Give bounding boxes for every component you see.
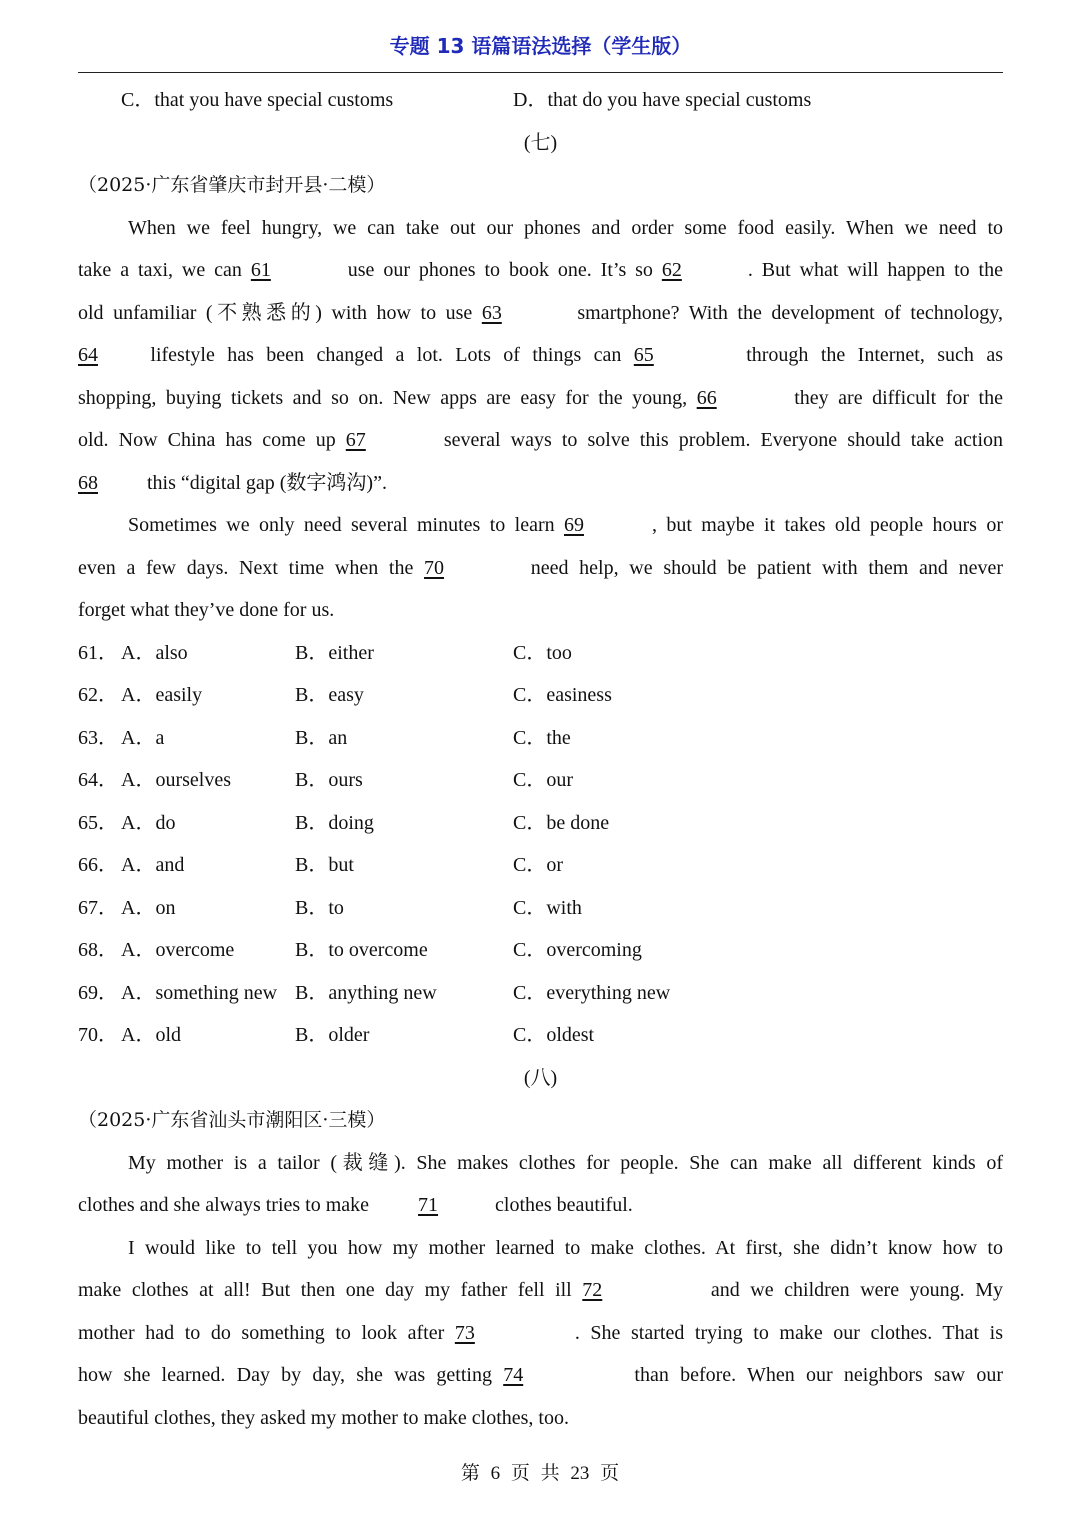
page-content bbox=[78, 79, 1003, 1439]
passage-line: 68 this “digital gap (数字鸿沟)”. bbox=[78, 462, 1003, 505]
question-row bbox=[78, 887, 1003, 930]
passage-line: old. Now China has come up 67 several ways to solve this problem. Everyone should take action bbox=[78, 419, 1003, 462]
question-number: 64． bbox=[78, 769, 118, 791]
blank-68: 68 bbox=[78, 471, 98, 494]
blank-61: 61 bbox=[250, 259, 271, 281]
option-c: C．oldest bbox=[513, 1024, 595, 1046]
header-divider bbox=[78, 72, 1003, 73]
question-number: 65． bbox=[78, 811, 118, 834]
blank-73: 73 bbox=[454, 1321, 475, 1344]
option-a: A．on bbox=[121, 896, 176, 919]
question-row bbox=[78, 759, 1003, 802]
option-a: A．old bbox=[121, 1024, 181, 1046]
question-number: 68． bbox=[78, 939, 118, 961]
option-b: B．ours bbox=[295, 769, 363, 791]
question-number: 63． bbox=[78, 726, 118, 749]
blank-63: 63 bbox=[481, 301, 502, 324]
question-number: 66． bbox=[78, 854, 118, 876]
blank-66: 66 bbox=[696, 386, 717, 409]
option-c: C．with bbox=[513, 896, 582, 919]
option-a: A．do bbox=[121, 811, 176, 834]
option-c: C．everything new bbox=[513, 981, 671, 1004]
passage-line: take a taxi, we can 61 use our phones to book one. It’s so 62 . But what will happen to the bbox=[78, 249, 1003, 292]
blank-65: 65 bbox=[633, 344, 654, 366]
option-b: B．to bbox=[295, 896, 344, 919]
passage-line: shopping, buying tickets and so on. New apps are easy for the young, 66 they are difficult for the bbox=[78, 377, 1003, 420]
page-footer: 第 6 页 共 23 页 bbox=[460, 1463, 620, 1484]
option-c: C．the bbox=[513, 726, 571, 749]
question-row bbox=[78, 844, 1003, 887]
page-header-title: 专题 13 语篇语法选择（学生版） bbox=[389, 34, 692, 58]
section-7-label: (七) bbox=[523, 131, 558, 154]
question-row bbox=[78, 802, 1003, 845]
blank-72: 72 bbox=[582, 1279, 603, 1301]
passage-line: 64 lifestyle has been changed a lot. Lots of things can 65 through the Internet, such as bbox=[78, 334, 1003, 377]
question-number: 69． bbox=[78, 981, 118, 1004]
question-number: 70． bbox=[78, 1024, 118, 1046]
option-d: D．that do you have special customs bbox=[513, 89, 812, 111]
passage-line: clothes and she always tries to make 71 clothes beautiful. bbox=[78, 1184, 1003, 1227]
question-row bbox=[78, 1014, 1003, 1057]
option-c: C．too bbox=[513, 641, 572, 664]
previous-question-options bbox=[78, 79, 1003, 122]
blank-62: 62 bbox=[661, 259, 682, 281]
option-b: B．older bbox=[295, 1024, 370, 1046]
section-8-paragraph-1 bbox=[78, 1142, 1003, 1227]
question-row bbox=[78, 674, 1003, 717]
option-a: A．overcome bbox=[121, 939, 235, 961]
option-c: C．be done bbox=[513, 811, 610, 834]
option-b: B．easy bbox=[295, 684, 364, 706]
blank-71: 71 bbox=[418, 1194, 439, 1216]
blank-70: 70 bbox=[424, 556, 445, 579]
question-number: 61． bbox=[78, 641, 118, 664]
option-c: C．that you have special customs bbox=[121, 89, 394, 111]
passage-line: old unfamiliar (不熟悉的) with how to use 63 smartphone? With the development of technology, bbox=[78, 292, 1003, 335]
question-row bbox=[78, 929, 1003, 972]
option-a: A．a bbox=[121, 726, 165, 749]
section-7-questions bbox=[78, 632, 1003, 1057]
blank-64: 64 bbox=[78, 344, 98, 366]
option-c: C．our bbox=[513, 769, 573, 791]
option-a: A．also bbox=[121, 641, 188, 664]
section-7-paragraph-2 bbox=[78, 504, 1003, 632]
option-b: B．an bbox=[295, 726, 348, 749]
option-b: B．but bbox=[295, 854, 354, 876]
section-8-paragraph-2 bbox=[78, 1227, 1003, 1440]
passage-line: My mother is a tailor (裁缝). She makes clothes for people. She can make all different kinds of bbox=[128, 1151, 1003, 1174]
blank-69: 69 bbox=[563, 514, 584, 536]
section-8-label: (八) bbox=[523, 1066, 558, 1089]
blank-74: 74 bbox=[503, 1364, 524, 1386]
section-7-paragraph-1 bbox=[78, 207, 1003, 505]
passage-line: forget what they’ve done for us. bbox=[78, 599, 335, 621]
option-c: C．overcoming bbox=[513, 939, 642, 961]
option-b: B．to overcome bbox=[295, 939, 428, 961]
question-row bbox=[78, 972, 1003, 1015]
blank-67: 67 bbox=[345, 429, 366, 451]
question-row bbox=[78, 717, 1003, 760]
passage-line: Sometimes we only need several minutes to learn 69 , but maybe it takes old people hours or bbox=[78, 504, 1003, 547]
question-number: 67． bbox=[78, 896, 118, 919]
passage-line: make clothes at all! But then one day my father fell ill 72 and we children were young. My bbox=[78, 1269, 1003, 1312]
section-7-source: （2025·广东省肇庆市封开县·二模） bbox=[78, 174, 386, 196]
option-a: A．ourselves bbox=[121, 769, 231, 791]
option-a: A．something new bbox=[121, 981, 278, 1004]
option-a: A．easily bbox=[121, 684, 203, 706]
option-b: B．doing bbox=[295, 811, 374, 834]
passage-line: I would like to tell you how my mother learned to make clothes. At first, she didn’t know how to bbox=[128, 1236, 1003, 1259]
passage-line: When we feel hungry, we can take out our phones and order some food easily. When we need to bbox=[128, 216, 1003, 239]
option-b: B．either bbox=[295, 641, 374, 664]
question-row bbox=[78, 632, 1003, 675]
section-8-source: （2025·广东省汕头市潮阳区·三模） bbox=[78, 1109, 386, 1131]
question-number: 62． bbox=[78, 684, 118, 706]
option-a: A．and bbox=[121, 854, 185, 876]
option-c: C．or bbox=[513, 854, 563, 876]
passage-line: beautiful clothes, they asked my mother to make clothes, too. bbox=[78, 1406, 569, 1429]
passage-line: mother had to do something to look after 73 . She started trying to make our clothes. That is bbox=[78, 1312, 1003, 1355]
option-c: C．easiness bbox=[513, 684, 612, 706]
passage-line: how she learned. Day by day, she was getting 74 than before. When our neighbors saw our bbox=[78, 1354, 1003, 1397]
option-b: B．anything new bbox=[295, 981, 437, 1004]
passage-line: even a few days. Next time when the 70 need help, we should be patient with them and never bbox=[78, 547, 1003, 590]
